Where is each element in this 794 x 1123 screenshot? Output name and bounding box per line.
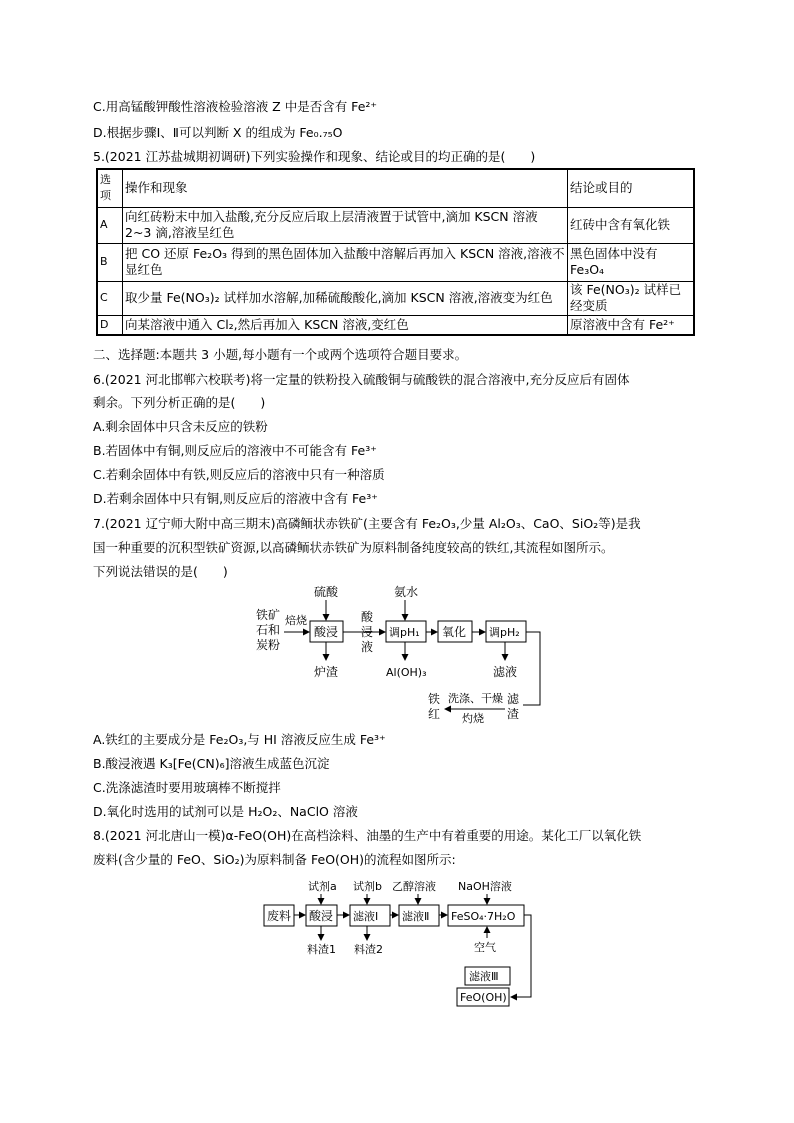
flow-filtrate-3: 滤液Ⅲ [469,970,499,983]
flow-acid-leach: 酸浸 [309,909,334,923]
header-conclusion: 结论或目的 [568,169,695,207]
q6-option-a: A.剩余固体中只含未反应的铁粉 [93,419,268,434]
flow-ethanol: 乙醇溶液 [392,880,436,893]
q7-option-b: B.酸浸液遇 K₃[Fe(CN)₆]溶液生成蓝色沉淀 [93,756,330,771]
row-conclusion: 原溶液中含有 Fe²⁺ [568,315,695,335]
row-operation: 向某溶液中通入 Cl₂,然后再加入 KSCN 溶液,变红色 [123,315,568,335]
q7-stem-line3: 下列说法错误的是( ) [93,564,228,579]
flow-sulfuric: 硫酸 [314,585,339,599]
flow-filtrate-2: 滤液Ⅱ [402,910,430,923]
row-option: A [97,207,123,243]
q6-option-d: D.若剩余固体中只有铜,则反应后的溶液中含有 Fe³⁺ [93,491,378,506]
row-conclusion: 红砖中含有氧化铁 [568,207,695,243]
flow-reagent-a: 试剂a [308,880,337,893]
q7-stem-line2: 国一种重要的沉积型铁矿资源,以高磷鲕状赤铁矿为原料制备纯度较高的铁红,其流程如图所示。 [93,540,614,555]
flow-residue-2: 渣 [507,707,520,721]
q6-stem-line2: 剩余。下列分析正确的是( ) [93,395,266,410]
row-option: B [97,243,123,281]
section-heading: 二、选择题:本题共 3 小题,每小题有一个或两个选项符合题目要求。 [93,347,468,362]
flow-raw-2: 石和 [256,623,281,637]
row-option: C [97,281,123,315]
flow-waste: 废料 [267,909,292,923]
header-option: 选项 [97,169,123,207]
flow-filtrate: 滤液 [493,665,518,679]
q4-option-c: C.用高锰酸钾酸性溶液检验溶液 Z 中是否含有 Fe²⁺ [93,99,377,114]
flow-acid-leach: 酸浸 [314,625,339,639]
flow-ammonia: 氨水 [394,585,419,599]
q5-stem: 5.(2021 江苏盐城期初调研)下列实验操作和现象、结论或目的均正确的是( ) [93,149,536,164]
q8-flowchart [264,879,531,1006]
q6-option-b: B.若固体中有铜,则反应后的溶液中不可能含有 Fe³⁺ [93,443,377,458]
q8-stem-line1: 8.(2021 河北唐山一模)α-FeO(OH)在高档涂料、油墨的生产中有着重要的用途。某化工厂以氧化铁 [93,828,642,843]
flow-calcine: 灼烧 [462,712,484,725]
flow-leach-liquid-1: 酸 [361,610,374,624]
q8-stem-line2: 废料(含少量的 FeO、SiO₂)为原料制备 FeO(OH)的流程如图所示: [93,852,456,867]
flow-aloh3: Al(OH)₃ [386,666,427,679]
flow-residue-1: 料渣1 [307,943,336,956]
flow-product-1: 铁 [428,692,441,706]
row-operation: 把 CO 还原 Fe₂O₃ 得到的黑色固体加入盐酸中溶解后再加入 KSCN 溶液,溶液不显红色 [123,243,568,281]
flow-ph1: 调pH₁ [389,626,420,639]
flow-slag: 炉渣 [314,665,339,679]
row-conclusion: 该 Fe(NO₃)₂ 试样已经变质 [568,281,695,315]
flow-feso4: FeSO₄·7H₂O [451,910,516,923]
flow-product-2: 红 [428,707,441,721]
flow-air: 空气 [474,941,496,954]
flow-leach-liquid-3: 液 [361,640,374,654]
row-operation: 向红砖粉末中加入盐酸,充分反应后取上层清液置于试管中,滴加 KSCN 溶液 2~3 滴,溶液呈红色 [123,207,568,243]
flow-wash-dry: 洗涤、干燥 [448,692,503,705]
flow-residue-1: 滤 [507,692,520,706]
q7-option-c: C.洗涤滤渣时要用玻璃棒不断搅拌 [93,780,281,795]
flow-leach-liquid-2: 浸 [361,625,374,639]
flow-raw-1: 铁矿 [256,608,281,622]
q7-stem-line1: 7.(2021 辽宁师大附中高三期末)高磷鲕状赤铁矿(主要含有 Fe₂O₃,少量 Al₂O₃、CaO、SiO₂等)是我 [93,516,641,531]
q7-option-a: A.铁红的主要成分是 Fe₂O₃,与 HI 溶液反应生成 Fe³⁺ [93,732,386,747]
header-operation: 操作和现象 [123,169,568,207]
flow-residue-2: 料渣2 [354,943,383,956]
flow-feooh: FeO(OH) [460,991,507,1004]
q7-option-d: D.氧化时选用的试剂可以是 H₂O₂、NaClO 溶液 [93,804,358,819]
row-option: D [97,315,123,335]
q6-option-c: C.若剩余固体中有铁,则反应后的溶液中只有一种溶质 [93,467,385,482]
flow-oxidize: 氧化 [442,625,467,639]
flow-filtrate-1: 滤液Ⅰ [353,910,379,923]
flow-raw-3: 炭粉 [256,638,281,652]
flow-roast: 焙烧 [285,614,307,627]
flow-reagent-b: 试剂b [353,880,382,893]
q4-option-d: D.根据步骤Ⅰ、Ⅱ可以判断 X 的组成为 Fe₀.₇₅O [93,125,343,140]
q7-flowchart [256,584,540,725]
q6-stem-line1: 6.(2021 河北邯郸六校联考)将一定量的铁粉投入硫酸铜与硫酸铁的混合溶液中,充分反应后有固体 [93,372,630,387]
flow-ph2: 调pH₂ [489,626,520,639]
row-operation: 取少量 Fe(NO₃)₂ 试样加水溶解,加稀硫酸酸化,滴加 KSCN 溶液,溶液变为红色 [123,281,568,315]
flow-naoh: NaOH溶液 [458,880,512,893]
row-conclusion: 黑色固体中没有 Fe₃O₄ [568,243,695,281]
